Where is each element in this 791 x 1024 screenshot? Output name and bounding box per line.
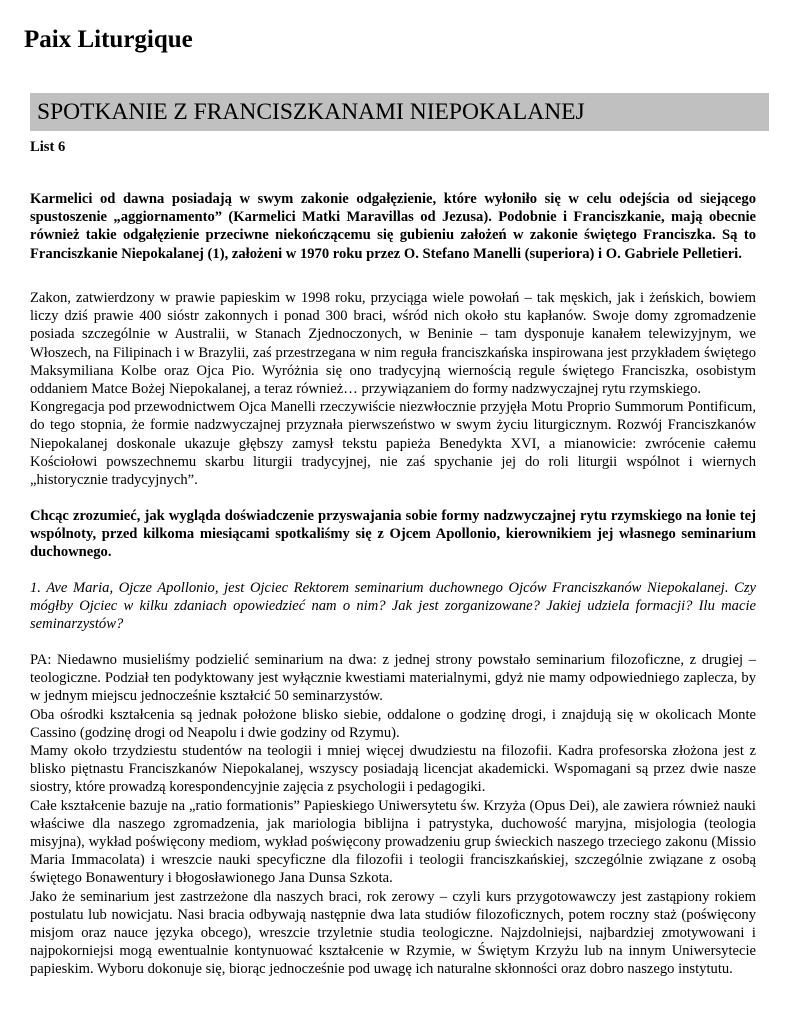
- site-title: Paix Liturgique: [24, 26, 193, 53]
- list-label: List 6: [30, 139, 66, 155]
- answer-paragraph: Całe kształcenie bazuje na „ratio formationis” Papieskiego Uniwersytetu św. Krzyża (Opus Dei), ale zawiera również nauki właściwe dla naszego zgromadzenia, jak mariologia biblijna i patrystyka, duchowość maryjna, misjologia (teologia misyjna), wykład poświęcony mediom, wykład poświęcony prowadzeniu grup świeckich naszego trzeciego zakonu (Missio Maria Immacolata) i wreszcie nauki specyficzne dla filozofii i teologii franciszkańskiej, szczególnie związane z osobą świętego Bonawentury i błogosławionego Jana Dunsa Szkota.: [30, 797, 756, 887]
- article-title-bar: [30, 93, 769, 131]
- body-paragraph: Zakon, zatwierdzony w prawie papieskim w 1998 roku, przyciąga wiele powołań – tak męskich, jak i żeńskich, bowiem liczy dziś prawie 400 sióstr zakonnych i ponad 300 braci, wśród nich około stu kapłanów. Swoje domy zgromadzenie posiada szczególnie w Australii, w Stanach Zjednoczonych, w Beninie – tam dysponuje kanałem telewizyjnym, we Włoszech, na Filipinach i w Brazylii, zaś przestrzegana w nim reguła franciszkańska inspirowana jest przykładem świętego Maksymiliana Kolbe oraz Ojca Pio. Wyróżnia się ono tradycyjną wiernością regule świętego Franciszka, osobistym oddaniem Matce Bożej Niepokalanej, a teraz również… przywiązaniem do formy nadzwyczajnej rytu rzymskiego.: [30, 290, 756, 398]
- article-title: SPOTKANIE Z FRANCISZKANAMI NIEPOKALANEJ: [37, 99, 585, 125]
- question-text: 1. Ave Maria, Ojcze Apollonio, jest Ojciec Rektorem seminarium duchownego Ojców Franciszkanów Niepokalanej. Czy mógłby Ojciec w kilku zdaniach opowiedzieć nam o nim? Jak jest zorganizowane? Jakiej udziela formacji? Ilu macie seminarzystów?: [30, 580, 756, 633]
- interview-answer: [30, 651, 756, 979]
- intro-paragraph: [30, 190, 756, 263]
- body-section: [30, 289, 756, 489]
- interview-question: [30, 579, 756, 634]
- answer-paragraph: Oba ośrodki kształcenia są jednak położone blisko siebie, oddalone o godzinę drogi, i znajdują się w okolicach Monte Cassino (godzinę drogi od Neapolu i dwie godziny od Rzymu).: [30, 706, 756, 741]
- answer-paragraph: Jako że seminarium jest zastrzeżone dla naszych braci, rok zerowy – czyli kurs przygotowawczy jest zastąpiony rokiem postulatu lub nowicjatu. Nasi bracia odbywają następnie dwa lata studiów filozoficznych, potem roczny staż (poświęcony misjom oraz nauce języka obcego), wreszcie trzyletnie studia teologiczne. Najzdolniejsi, najbardziej zmotywowani i najpokorniejsi mogą ewentualnie kontynuować kształcenie w Rzymie, w Świętym Krzyżu lub na innym Uniwersytecie papieskim. Wyboru dokonuje się, biorąc jednocześnie pod uwagę ich naturalne skłonności oraz dobro naszego instytutu.: [30, 888, 756, 978]
- answer-paragraph: PA: Niedawno musieliśmy podzielić seminarium na dwa: z jednej strony powstało seminarium filozoficzne, z drugiej – teologiczne. Podział ten podyktowany jest wyłącznie kwestiami materialnymi, gdyż nie mamy odpowiedniego zaplecza, by w jednym miejscu jednocześnie kształcić 50 seminarzystów.: [30, 652, 756, 705]
- intro-text: Karmelici od dawna posiadają w swym zakonie odgałęzienie, które wyłoniło się w celu odejścia od siejącego spustoszenie „aggiornamento” (Karmelici Matki Maravillas od Jezusa). Podobnie i Franciszkanie, mają obecnie również takie odgałęzienie przeciwne niekończącemu się gubieniu założeń w zakonie świętego Franciszka. Są to Franciszkanie Niepokalanej (1), założeni w 1970 roku przez O. Stefano Manelli (superiora) i O. Gabriele Pelletieri.: [30, 191, 756, 262]
- body-paragraph: Kongregacja pod przewodnictwem Ojca Manelli rzeczywiście niezwłocznie przyjęła Motu Proprio Summorum Pontificum, do tego stopnia, że formie nadzwyczajnej przyznała pierwszeństwo w swym życiu liturgicznym. Rozwój Franciszkanów Niepokalanej doskonale ukazuje głębszy zamysł tekstu papieża Benedykta XVI, a mianowicie: zwrócenie całemu Kościołowi powszechnemu skarbu liturgii tradycyjnej, nie zaś spychanie jej do roli liturgii wspólnot i wiernych „historycznie tradycyjnych”.: [30, 399, 756, 489]
- lead-out-paragraph: [30, 507, 756, 562]
- lead-out-text: Chcąc zrozumieć, jak wygląda doświadczenie przyswajania sobie formy nadzwyczajnej rytu rzymskiego na łonie tej wspólnoty, przed kilkoma miesiącami spotkaliśmy się z Ojcem Apollonio, kierownikiem jej własnego seminarium duchownego.: [30, 508, 756, 561]
- answer-paragraph: Mamy około trzydziestu studentów na teologii i mniej więcej dwudziestu na filozofii. Kadra profesorska złożona jest z blisko piętnastu Franciszkanów Niepokalanej, wszyscy posiadają licencjat akademicki. Wspomagani są przez dwie nasze siostry, które prowadzą korespondencyjnie zajęcia z psychologii i pedagogiki.: [30, 743, 756, 796]
